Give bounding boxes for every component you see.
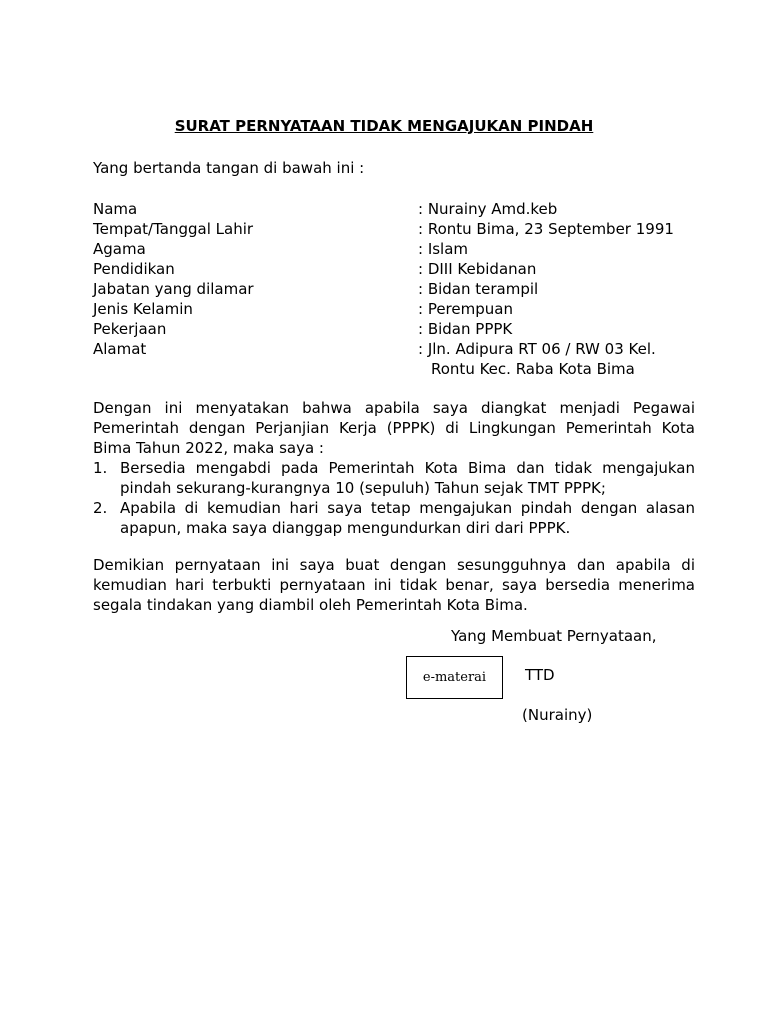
field-label: Pendidikan: [93, 260, 175, 278]
field-label: Tempat/Tanggal Lahir: [93, 220, 254, 238]
field-value: : Jln. Adipura RT 06 / RW 03 Kel.: [418, 340, 656, 358]
list-text: Bersedia mengabdi pada Pemerintah Kota Bima dan tidak mengajukan pindah sekurang-kurangnya 10 (sepuluh) Tahun sejak TMT PPPK;: [120, 459, 695, 497]
field-value: : DIII Kebidanan: [418, 260, 537, 278]
field-value: : Nurainy Amd.keb: [418, 200, 558, 218]
identity-fields: [93, 199, 703, 379]
field-label: Agama: [93, 240, 146, 258]
field-row-agama: [93, 239, 703, 259]
document-title: SURAT PERNYATAAN TIDAK MENGAJUKAN PINDAH: [174, 117, 594, 135]
field-row-jenis-kelamin: [93, 299, 703, 319]
field-value: : Perempuan: [418, 300, 513, 318]
list-item: [93, 458, 695, 498]
field-label: Nama: [93, 200, 138, 218]
e-materai-box: [406, 656, 503, 699]
list-number: 2.: [93, 499, 108, 517]
stamp-label: e-materai: [422, 669, 487, 685]
closing-label: Yang Membuat Pernyataan,: [451, 627, 657, 645]
field-value: : Islam: [418, 240, 469, 258]
closing-paragraph: Demikian pernyataan ini saya buat dengan sesungguhnya dan apabila di kemudian hari terbukti pernyataan ini tidak benar, saya bersedia menerima segala tindakan yang diambil oleh Pemerintah Kota Bima.: [93, 556, 695, 614]
field-label: Jabatan yang dilamar: [93, 280, 254, 298]
field-label: Pekerjaan: [93, 320, 167, 338]
field-label: Alamat: [93, 340, 147, 358]
field-row-pekerjaan: [93, 319, 703, 339]
list-number: 1.: [93, 459, 108, 477]
list-item: [93, 498, 695, 538]
field-row-pendidikan: [93, 259, 703, 279]
signature-text: TTD: [525, 666, 555, 684]
commitment-list: [93, 458, 695, 538]
address-continuation: Rontu Kec. Raba Kota Bima: [431, 360, 635, 378]
intro-text: Yang bertanda tangan di bawah ini :: [93, 159, 365, 177]
field-row-tempat-tanggal-lahir: [93, 219, 703, 239]
field-value: : Bidan PPPK: [418, 320, 513, 338]
field-row-alamat: [93, 339, 703, 359]
statement-paragraph: Dengan ini menyatakan bahwa apabila saya diangkat menjadi Pegawai Pemerintah dengan Perjanjian Kerja (PPPK) di Lingkungan Pemerintah Kota Bima Tahun 2022, maka saya :: [93, 399, 695, 457]
field-label: Jenis Kelamin: [93, 300, 193, 318]
field-row-nama: [93, 199, 703, 219]
field-row-jabatan: [93, 279, 703, 299]
field-value: : Bidan terampil: [418, 280, 539, 298]
field-value: : Rontu Bima, 23 September 1991: [418, 220, 674, 238]
list-text: Apabila di kemudian hari saya tetap mengajukan pindah dengan alasan apapun, maka saya dianggap mengundurkan diri dari PPPK.: [120, 499, 695, 537]
signer-name: (Nurainy): [522, 706, 593, 724]
